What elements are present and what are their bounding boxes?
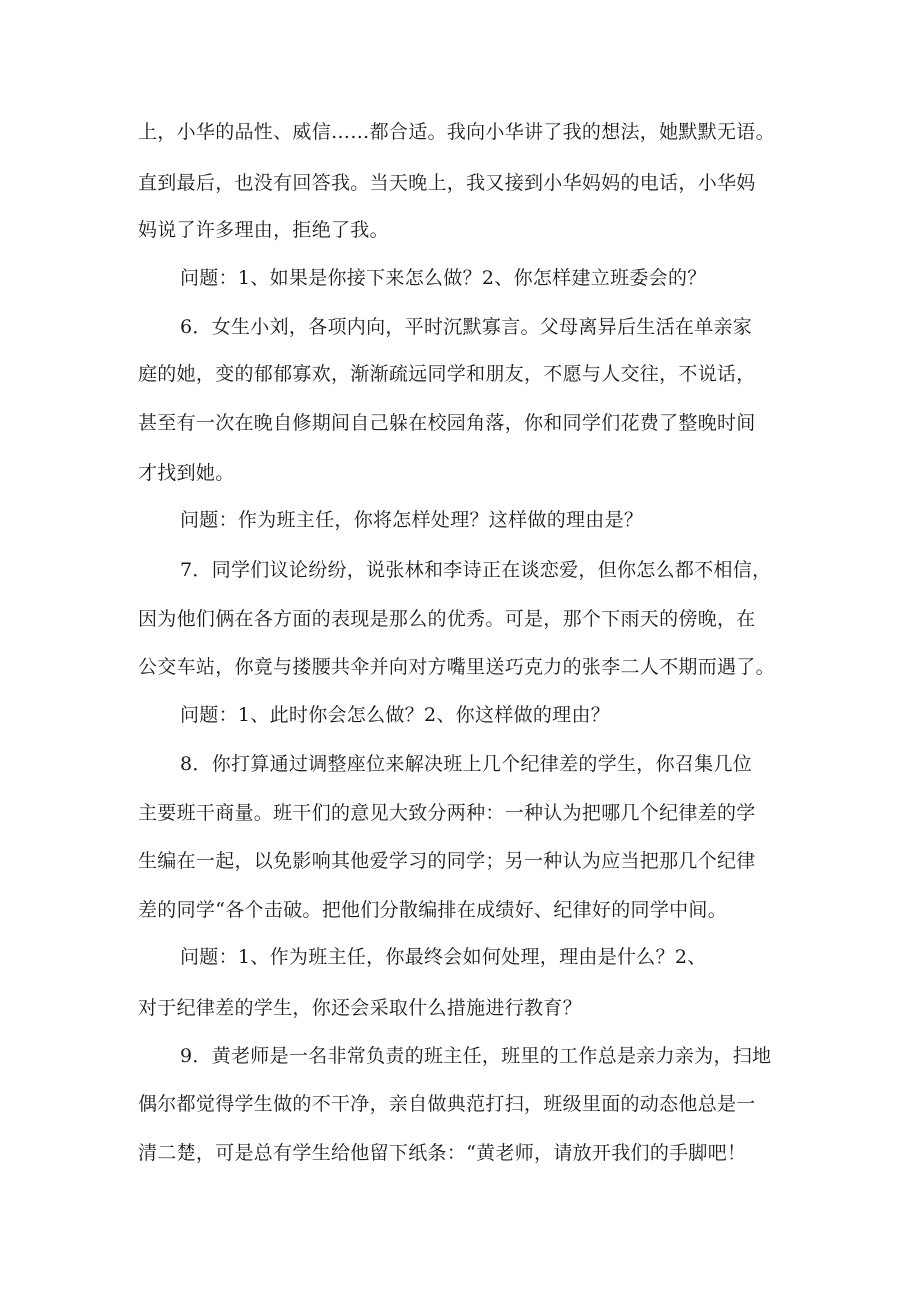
text-line: 主要班干商量。班干们的意见大致分两种：一种认为把哪几个纪律差的学 <box>138 802 756 824</box>
text-line: 妈说了许多理由，拒绝了我。 <box>138 219 389 241</box>
text-line: 公交车站，你竟与搂腰共伞并向对方嘴里送巧克力的张李二人不期而遇了。 <box>138 656 775 678</box>
case-9-heading-line: 9．黄老师是一名非常负责的班主任，班里的工作总是亲力亲为，扫地 <box>180 1045 772 1067</box>
text-line: 因为他们俩在各方面的表现是那么的优秀。可是，那个下雨天的傍晚，在 <box>138 608 756 630</box>
text-line: 上，小华的品性、威信……都合适。我向小华讲了我的想法，她默默无语。 <box>138 121 775 143</box>
text-line: 差的同学“各个击破。把他们分散编排在成绩好、纪律好的同学中间。 <box>138 899 728 921</box>
text-line: 才找到她。 <box>138 462 235 484</box>
question-line: 问题：1、如果是你接下来怎么做？2、你怎样建立班委会的？ <box>180 267 707 289</box>
text-line: 甚至有一次在晚自修期间自己躲在校园角落，你和同学们花费了整晚时间 <box>138 412 756 434</box>
question-line: 问题：作为班主任，你将怎样处理？这样做的理由是？ <box>180 509 644 531</box>
text-line: 直到最后，也没有回答我。当天晚上，我又接到小华妈妈的电话，小华妈 <box>138 172 756 194</box>
case-6-heading-line: 6．女生小刘，各项内向，平时沉默寡言。父母离异后生活在单亲家 <box>180 316 753 338</box>
question-line: 问题：1、此时你会怎么做？2、你这样做的理由？ <box>180 704 611 726</box>
text-line: 生编在一起，以免影响其他爱学习的同学；另一种认为应当把那几个纪律 <box>138 850 756 872</box>
case-8-heading-line: 8．你打算通过调整座位来解决班上几个纪律差的学生，你召集几位 <box>180 753 753 775</box>
text-line: 庭的她，变的郁郁寡欢，渐渐疏远同学和朋友，不愿与人交往，不说话， <box>138 363 756 385</box>
case-7-heading-line: 7．同学们议论纷纷，说张林和李诗正在谈恋爱，但你怎么都不相信， <box>180 559 772 581</box>
text-line: 清二楚，可是总有学生给他留下纸条：“黄老师，请放开我们的手脚吧！ <box>138 1142 747 1164</box>
text-line: 偶尔都觉得学生做的不干净，亲自做典范打扫，班级里面的动态他总是一 <box>138 1093 756 1115</box>
question-line: 问题：1、作为班主任，你最终会如何处理，理由是什么？2、 <box>180 946 707 968</box>
text-line: 对于纪律差的学生，你还会采取什么措施进行教育？ <box>138 997 582 1019</box>
